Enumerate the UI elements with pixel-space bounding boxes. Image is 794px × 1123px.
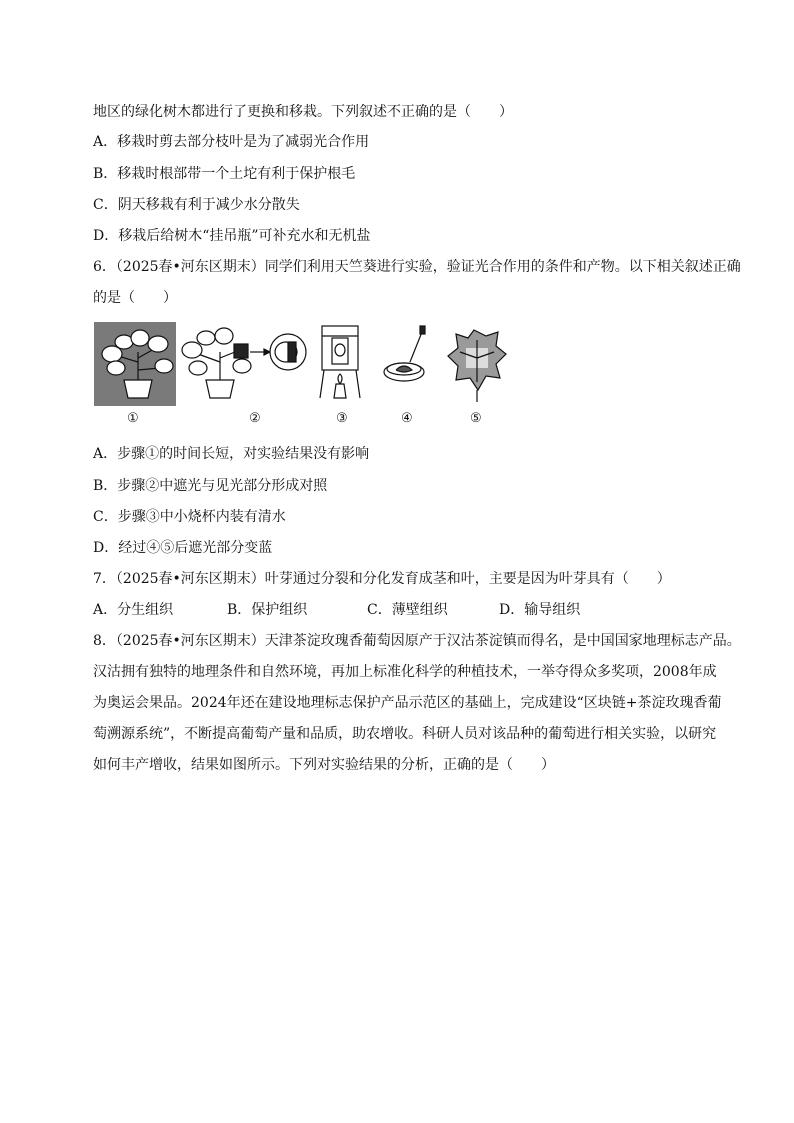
q7-option-a: A．分生组织	[93, 602, 174, 618]
q7-option-d: D．输导组织	[499, 602, 581, 618]
q5-option-b: B．移栽时根部带一个土坨有利于保护根毛	[93, 166, 356, 182]
q5-option-a: A．移栽时剪去部分枝叶是为了减弱光合作用	[93, 134, 370, 150]
figure-label-5: ⑤	[470, 411, 482, 426]
step3-water-bath-illustration	[320, 326, 360, 398]
q7-option-b: B．保护组织	[227, 602, 308, 618]
figure-label-3: ③	[336, 411, 348, 426]
q7-option-c: C．薄壁组织	[367, 602, 448, 618]
q8-stem-line4: 萄溯源系统”，不断提高葡萄产量和品质，助农增收。科研人员对该品种的葡萄进行相关实验，以研究	[93, 726, 717, 742]
q6-option-b: B．步骤②中遮光与见光部分形成对照	[93, 478, 328, 494]
figure-label-2: ②	[249, 411, 261, 426]
figure-label-1: ①	[127, 411, 139, 426]
step1-dark-plant-illustration	[94, 322, 176, 406]
q6-option-d: D．经过④⑤后遮光部分变蓝	[93, 540, 273, 556]
q8-stem-line1: 8．（2025春•河东区期末）天津茶淀玫瑰香葡萄因原产于汉沽茶淀镇而得名，是中国国家地理标志产品。	[93, 633, 741, 649]
q8-stem-line3: 为奥运会果品。2024年还在建设地理标志保护产品示范区的基础上，完成建设“区块链+茶淀玫瑰香葡	[93, 695, 722, 711]
q5-stem-tail: 地区的绿化树木都进行了更换和移栽。下列叙述不正确的是（ ）	[93, 104, 513, 120]
q6-stem-line2: 的是（ ）	[93, 290, 177, 306]
q6-option-a: A．步骤①的时间长短，对实验结果没有影响	[93, 446, 370, 462]
q6-stem-line1: 6．（2025春•河东区期末）同学们利用天竺葵进行实验，验证光合作用的条件和产物。以下相关叙述正确	[93, 259, 741, 275]
q5-option-d: D．移栽后给树木“挂吊瓶”可补充水和无机盐	[93, 228, 371, 244]
step4-iodine-dish-illustration	[384, 326, 425, 381]
step5-stained-leaf-illustration	[448, 330, 506, 402]
q7-stem: 7．（2025春•河东区期末）叶芽通过分裂和分化发育成茎和叶，主要是因为叶芽具有（ ）	[93, 571, 671, 587]
figure-label-4: ④	[401, 411, 413, 426]
q8-stem-line5: 如何丰产增收，结果如图所示。下列对实验结果的分析，正确的是（ ）	[93, 757, 555, 773]
step2-shaded-leaf-illustration	[182, 328, 306, 398]
q6-option-c: C．步骤③中小烧杯内装有清水	[93, 509, 286, 525]
q6-experiment-figure	[94, 322, 514, 408]
q5-option-c: C．阴天移栽有利于减少水分散失	[93, 197, 300, 213]
q8-stem-line2: 汉沽拥有独特的地理条件和自然环境，再加上标准化科学的种植技术，一举夺得众多奖项，2008年成	[93, 664, 717, 680]
